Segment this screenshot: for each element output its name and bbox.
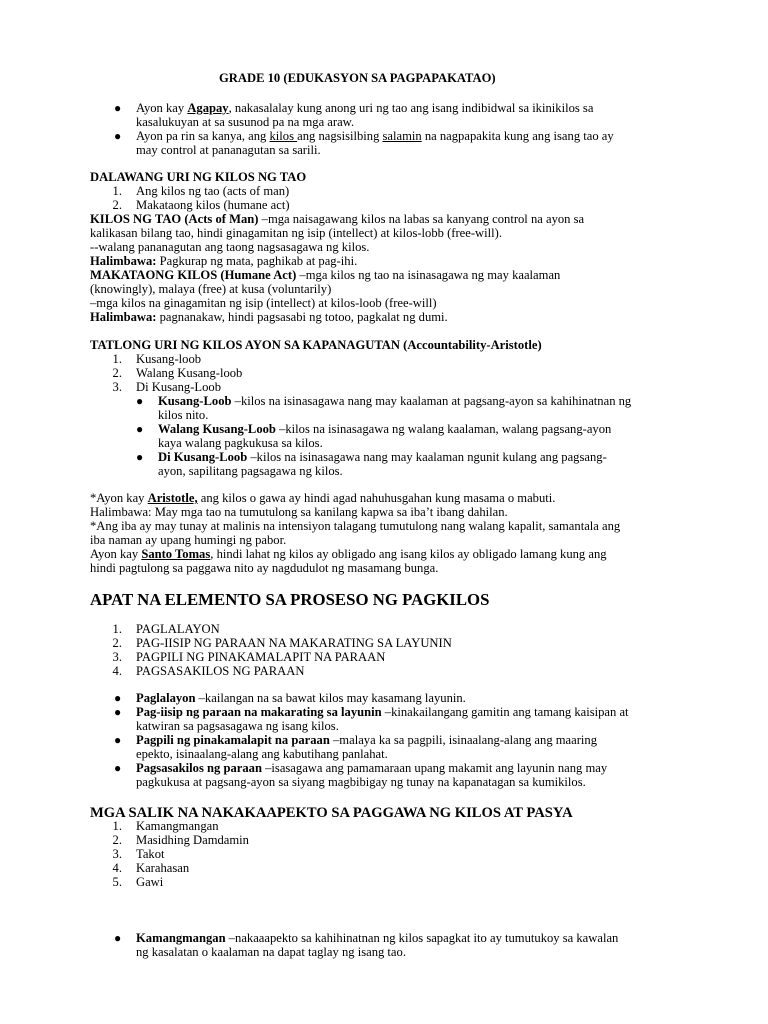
term: Halimbawa: xyxy=(90,310,157,324)
text: na nagpapakita kung ang isang tao ay xyxy=(421,129,614,143)
list-item: PAGSASAKILOS NG PARAAN xyxy=(136,664,305,678)
text-line: (knowingly), malaya (free) at kusa (voluntarily) xyxy=(90,282,332,296)
list-number: 4. xyxy=(112,664,122,678)
list-number: 1. xyxy=(112,184,122,198)
bullet-icon: ● xyxy=(114,129,122,143)
text: –mga kilos ng tao na isinasagawa ng may kaalaman xyxy=(296,268,561,282)
text: –kinakailangang gamitin ang tamang kaisipan at xyxy=(381,705,629,719)
text: ang nagsisilbing xyxy=(297,129,383,143)
mk-def xyxy=(90,269,560,283)
example-line xyxy=(90,255,357,269)
bullet-icon: ● xyxy=(114,761,122,775)
paragraph-line xyxy=(90,548,607,562)
section-heading: DALAWANG URI NG KILOS NG TAO xyxy=(90,170,307,184)
text-line: --walang pananagutan ang taong nagsasagawa ng kilos. xyxy=(90,240,370,254)
text-line: ng kasalatan o kaalaman na dapat taglay ng isang tao. xyxy=(136,945,406,959)
text: , hindi lahat ng kilos ay obligado ang isang kilos ay obligado lamang kung ang xyxy=(210,547,607,561)
list-item: Masidhing Damdamin xyxy=(136,833,249,847)
list-item: Makataong kilos (humane act) xyxy=(136,198,290,212)
term: Kusang-Loob xyxy=(158,394,232,408)
text: –kilos na isinasagawa ng walang kaalaman, walang pagsang-ayon xyxy=(275,422,612,436)
aristotle-term: Aristotle, xyxy=(147,491,198,505)
kilos-def xyxy=(90,213,584,227)
list-number: 3. xyxy=(112,650,122,664)
term: Pag-iisip ng paraan na makarating sa layunin xyxy=(136,705,382,719)
kilos-term: kilos xyxy=(269,129,298,143)
text: –kailangan na sa bawat kilos may kasamang layunin. xyxy=(195,691,466,705)
list-number: 1. xyxy=(112,819,122,833)
text: Pagkurap ng mata, paghikab at pag-ihi. xyxy=(156,254,358,268)
example-line xyxy=(90,311,448,325)
list-item: Kamangmangan xyxy=(136,819,219,833)
sub-bullet xyxy=(158,395,631,409)
list-number: 2. xyxy=(112,636,122,650)
salamin-term: salamin xyxy=(382,129,422,143)
text: pagnanakaw, hindi pagsasabi ng totoo, pagkalat ng dumi. xyxy=(156,310,448,324)
list-item: Karahasan xyxy=(136,861,190,875)
term: Pagpili ng pinakamalapit na paraan xyxy=(136,733,330,747)
term: Kamangmangan xyxy=(136,931,226,945)
element-bullet xyxy=(136,734,597,748)
term: Pagsasakilos ng paraan xyxy=(136,761,262,775)
text: Ayon kay xyxy=(90,547,142,561)
section-heading: APAT NA ELEMENTO SA PROSESO NG PAGKILOS xyxy=(90,590,490,609)
list-number: 3. xyxy=(112,380,122,394)
bullet-icon: ● xyxy=(114,931,122,945)
list-number: 1. xyxy=(112,622,122,636)
paragraph-line: hindi pagtulong sa paggawa nito ay nagdudulot ng masamang bunga. xyxy=(90,561,439,575)
element-bullet xyxy=(136,762,607,776)
list-number: 3. xyxy=(112,847,122,861)
list-item: Walang Kusang-loob xyxy=(136,366,243,380)
term: Walang Kusang-Loob xyxy=(158,422,276,436)
list-item: PAGPILI NG PINAKAMALAPIT NA PARAAN xyxy=(136,650,386,664)
element-bullet xyxy=(136,692,466,706)
text: –kilos na isinasagawa nang may kaalaman ngunit kulang ang pagsang- xyxy=(247,450,607,464)
list-number: 2. xyxy=(112,833,122,847)
text-line: –mga kilos na ginagamitan ng isip (intellect) at kilos-loob (free-will) xyxy=(90,296,437,310)
text: Ayon pa rin sa kanya, ang xyxy=(136,129,270,143)
intro-line-1 xyxy=(136,102,593,116)
paragraph-line: Halimbawa: May mga tao na tumutulong sa kanilang kapwa sa iba’t ibang dahilan. xyxy=(90,505,508,519)
intro-line-1b: kasalukuyan at sa susunod pa na mga araw. xyxy=(136,115,355,129)
bullet-icon: ● xyxy=(114,101,122,115)
bullet-icon: ● xyxy=(136,422,144,436)
text-line: ayon, sapilitang pagsagawa ng kilos. xyxy=(158,464,343,478)
list-number: 1. xyxy=(112,352,122,366)
text: –nakaaapekto sa kahihinatnan ng kilos sapagkat ito ay tumutukoy sa kawalan xyxy=(225,931,619,945)
paragraph-line: *Ang iba ay may tunay at malinis na intensiyon talagang tumutulong nang walang kapalit, samantala ang xyxy=(90,519,621,533)
list-number: 2. xyxy=(112,366,122,380)
text: –mga naisagawang kilos na labas sa kanyang control na ayon sa xyxy=(258,212,585,226)
paragraph-line xyxy=(90,492,555,506)
text: , nakasalalay kung anong uri ng tao ang isang indibidwal sa ikinikilos sa xyxy=(228,101,594,115)
factor-bullet xyxy=(136,932,618,946)
sub-bullet xyxy=(158,423,611,437)
section-heading: MGA SALIK NA NAKAKAAPEKTO SA PAGGAWA NG KILOS AT PASYA xyxy=(90,805,573,821)
text-line: kaya walang pagkukusa sa kilos. xyxy=(158,436,323,450)
text: ang kilos o gawa ay hindi agad nahuhusgahan kung masama o mabuti. xyxy=(197,491,556,505)
text: –kilos na isinasagawa nang may kaalaman at pagsang-ayon sa kahihinatnan ng xyxy=(231,394,632,408)
term: Halimbawa: xyxy=(90,254,157,268)
list-number: 5. xyxy=(112,875,122,889)
list-item: PAGLALAYON xyxy=(136,622,220,636)
term: Di Kusang-Loob xyxy=(158,450,248,464)
intro-line-2b: may control at pananagutan sa sarili. xyxy=(136,143,321,157)
bullet-icon: ● xyxy=(114,733,122,747)
term: MAKATAONG KILOS (Humane Act) xyxy=(90,268,297,282)
bullet-icon: ● xyxy=(136,394,144,408)
bullet-icon: ● xyxy=(114,691,122,705)
list-number: 2. xyxy=(112,198,122,212)
text: Ayon kay xyxy=(136,101,188,115)
element-bullet xyxy=(136,706,629,720)
text-line: pagkukusa at pagsang-ayon sa siyang magbibigay ng tunay na kapanatagan sa kumikilos. xyxy=(136,775,586,789)
bullet-icon: ● xyxy=(114,705,122,719)
list-item: Di Kusang-Loob xyxy=(136,380,221,394)
page-title: GRADE 10 (EDUKASYON SA PAGPAPAKATAO) xyxy=(219,71,496,85)
text: *Ayon kay xyxy=(90,491,148,505)
text-line: katwiran sa pagsasagawa ng isang kilos. xyxy=(136,719,339,733)
list-number: 4. xyxy=(112,861,122,875)
list-item: Gawi xyxy=(136,875,164,889)
list-item: PAG-IISIP NG PARAAN NA MAKARATING SA LAYUNIN xyxy=(136,636,452,650)
list-item: Kusang-loob xyxy=(136,352,202,366)
santo-tomas-term: Santo Tomas xyxy=(141,547,211,561)
text-line: epekto, isinaalang-alang ang kabutihang panlahat. xyxy=(136,747,388,761)
text-line: kilos nito. xyxy=(158,408,209,422)
term: KILOS NG TAO (Acts of Man) xyxy=(90,212,259,226)
sub-bullet xyxy=(158,451,607,465)
list-item: Takot xyxy=(136,847,165,861)
paragraph-line: iba naman ay upang humingi ng pabor. xyxy=(90,533,287,547)
section-heading: TATLONG URI NG KILOS AYON SA KAPANAGUTAN (Accountability-Aristotle) xyxy=(90,338,542,352)
text: –isasagawa ang pamamaraan upang makamit ang layunin nang may xyxy=(261,761,608,775)
text: –malaya ka sa pagpili, isinaalang-alang ang maaring xyxy=(329,733,598,747)
list-item: Ang kilos ng tao (acts of man) xyxy=(136,184,290,198)
text-line: kalikasan bilang tao, hindi ginagamitan ng isip (intellect) at kilos-lobb (free-will). xyxy=(90,226,502,240)
term: Paglalayon xyxy=(136,691,196,705)
agapay-term: Agapay xyxy=(187,101,229,115)
bullet-icon: ● xyxy=(136,450,144,464)
intro-line-2 xyxy=(136,130,614,144)
